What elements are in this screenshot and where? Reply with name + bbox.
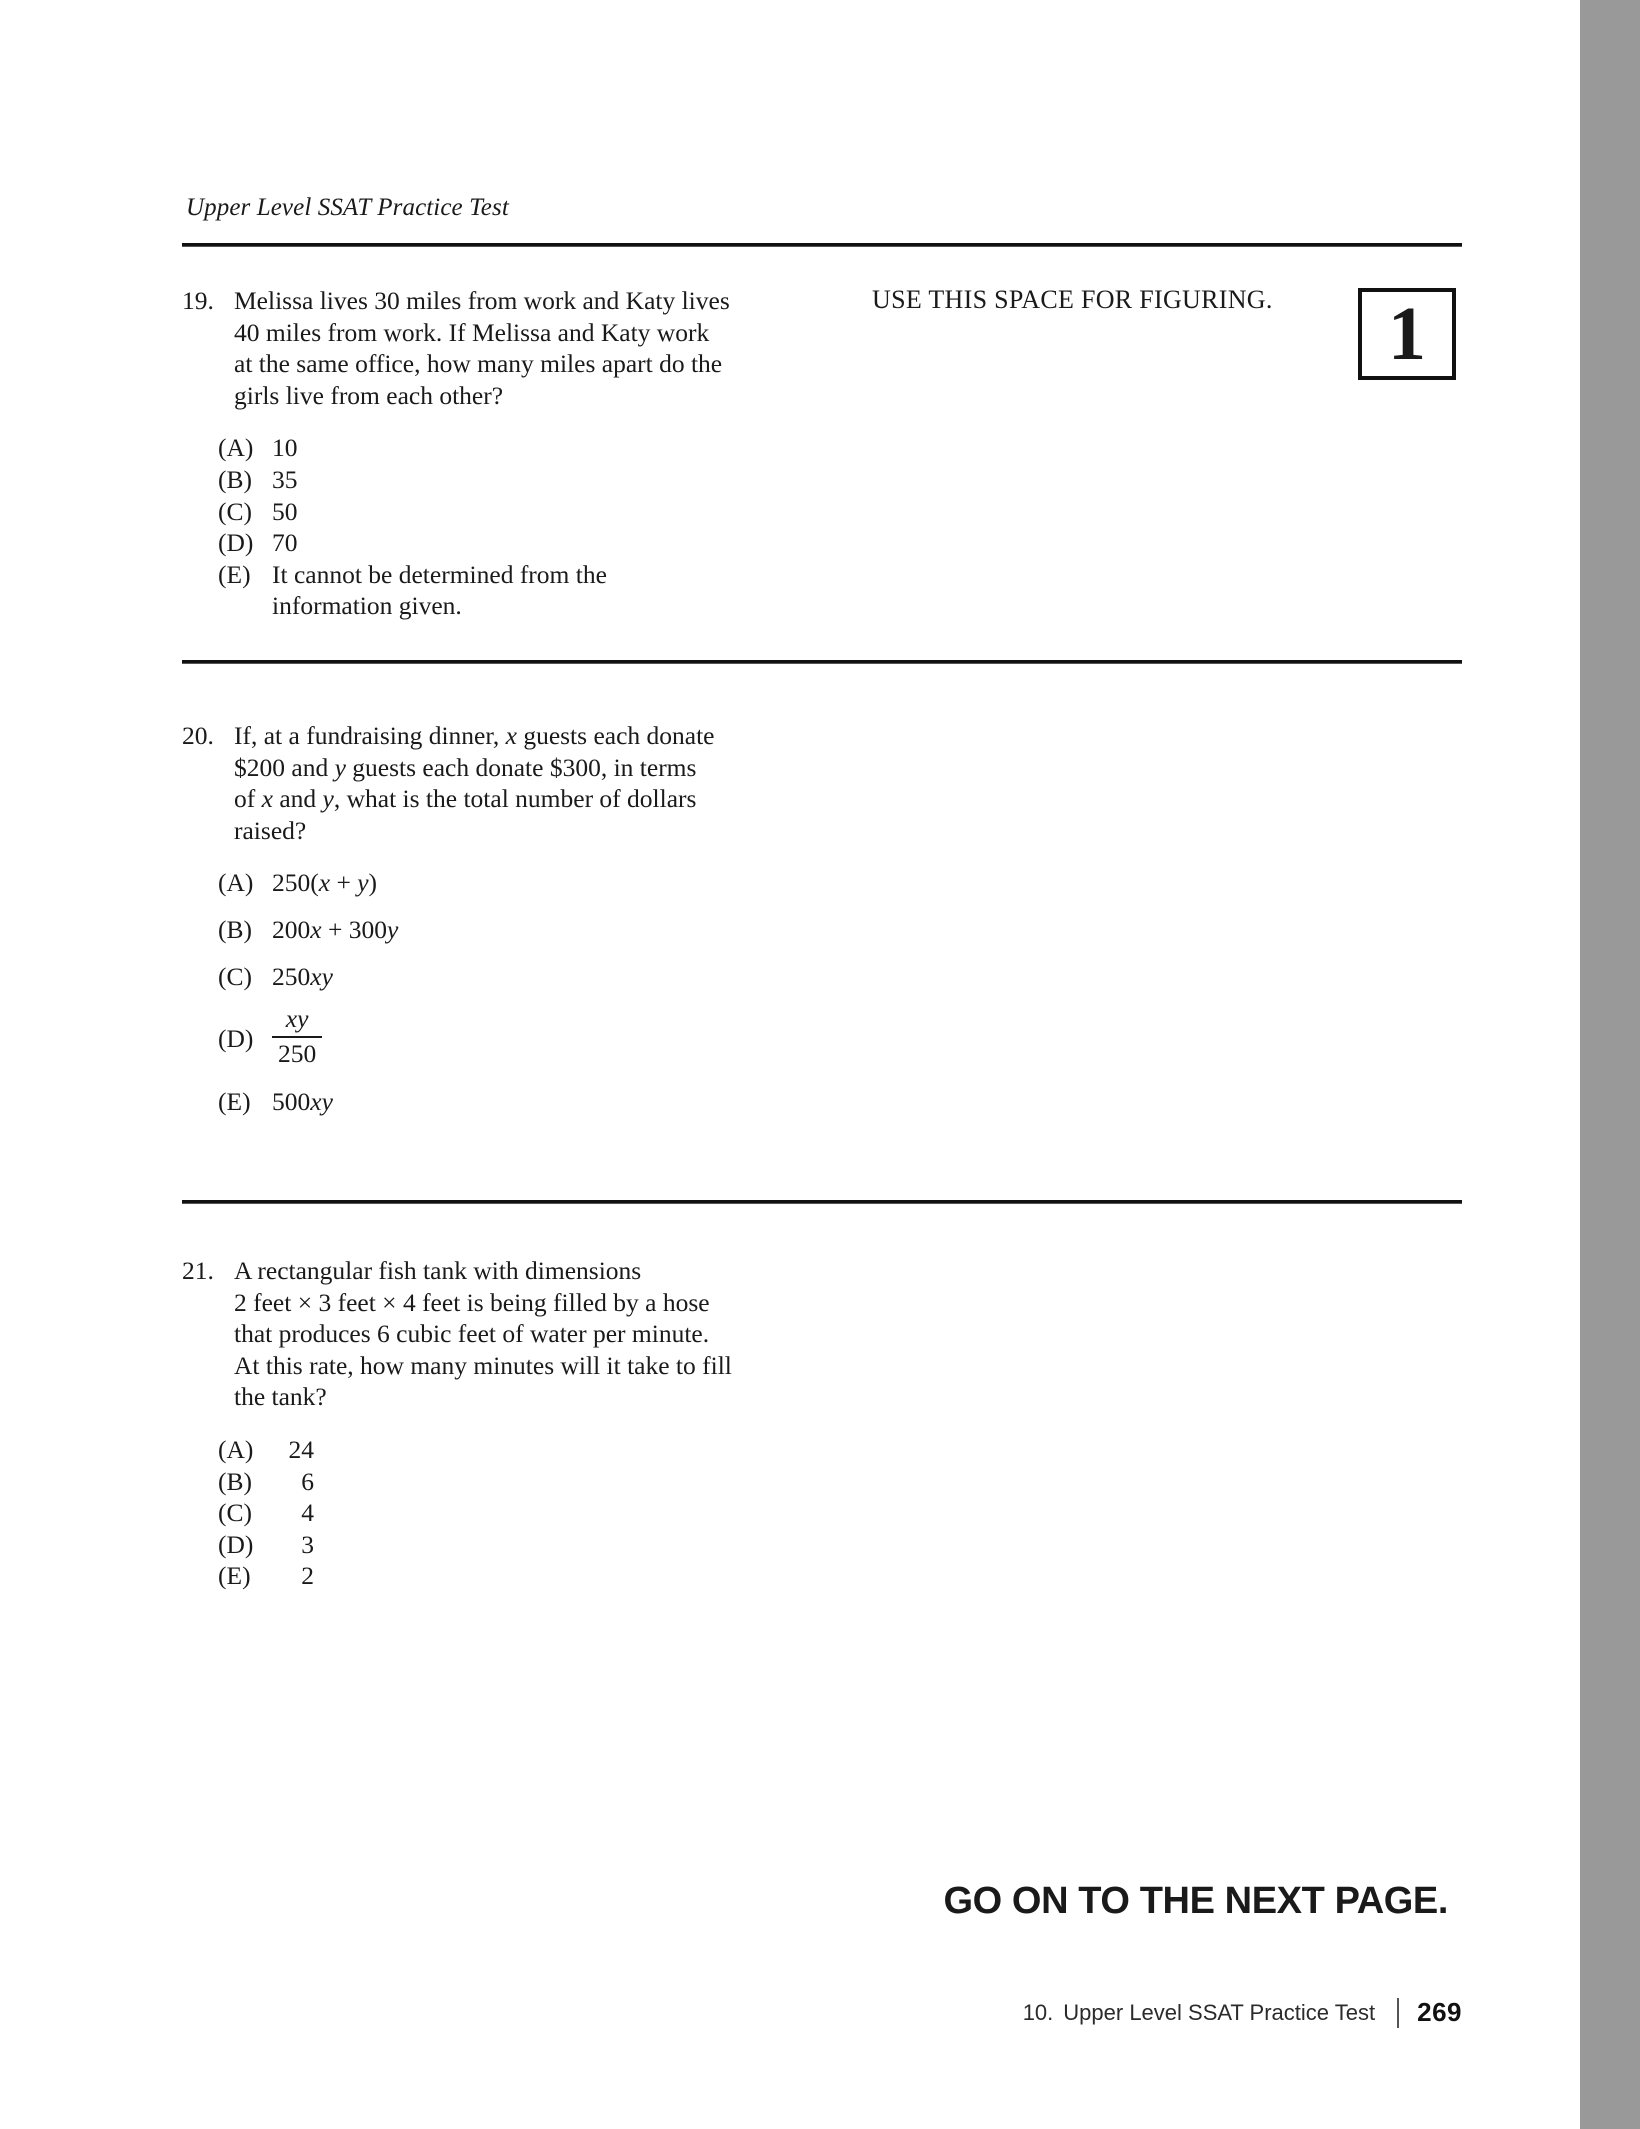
choice-text-fraction [272, 1004, 322, 1071]
question-number: 19. [182, 286, 214, 315]
choice-text [272, 1560, 314, 1592]
choice-text: 70 [272, 528, 298, 558]
page-number: 269 [1417, 1997, 1462, 2027]
question-21 [182, 1255, 822, 1592]
choice-letter: (D) [218, 1024, 254, 1054]
choice-text: 35 [272, 464, 298, 494]
choice-text-line: It cannot be determined from the [272, 559, 607, 589]
choice-letter: (D) [218, 528, 254, 558]
choice-text-line: information given. [272, 591, 462, 621]
answer-choice[interactable] [218, 464, 822, 496]
choice-letter: (B) [218, 1466, 252, 1496]
choice-text [272, 559, 607, 622]
answer-choice[interactable] [218, 432, 822, 464]
footer-divider [1397, 1998, 1399, 2028]
page-edge-gray-band [1580, 0, 1640, 2129]
choice-letter: (C) [218, 1498, 252, 1528]
choice-letter: (E) [218, 1087, 251, 1117]
fraction-bar [272, 1036, 322, 1038]
question-separator-rule [182, 660, 1462, 664]
header-rule [182, 243, 1462, 247]
choice-text: 200x + 300y [272, 914, 399, 944]
choice-text: 250(x + y) [272, 868, 378, 898]
footer-title: Upper Level SSAT Practice Test [1063, 1999, 1376, 2025]
choice-text [272, 1529, 314, 1561]
choice-letter: (B) [218, 464, 252, 494]
answer-choice[interactable] [218, 1466, 822, 1498]
answer-choice[interactable] [218, 961, 822, 993]
answer-choice[interactable] [218, 559, 822, 622]
question-separator-rule [182, 1200, 1462, 1204]
choice-text: 500xy [272, 1087, 333, 1117]
question-20 [182, 720, 822, 1118]
choice-letter: (C) [218, 961, 252, 991]
choice-letter: (A) [218, 868, 254, 898]
footer-chapter-number: 10. [1022, 1999, 1054, 2025]
choice-letter: (D) [218, 1529, 254, 1559]
answer-choice[interactable] [218, 867, 822, 899]
stem-line: If, at a fundraising dinner, x guests each donate [234, 721, 715, 750]
answer-choice[interactable] [218, 1004, 822, 1071]
answer-choice[interactable] [218, 1086, 822, 1118]
choice-letter: (C) [218, 496, 252, 526]
choice-text [272, 1497, 314, 1529]
question-stem-row [182, 1255, 822, 1413]
stem-line: the tank? [234, 1382, 327, 1412]
stem-line: A rectangular fish tank with dimensions [234, 1256, 642, 1285]
choice-value: 2 [301, 1561, 314, 1591]
question-stem [234, 285, 822, 411]
fraction [272, 1005, 322, 1068]
stem-line: of x and y, what is the total number of dollars [234, 784, 697, 814]
stem-line: raised? [234, 815, 307, 845]
answer-choices [182, 432, 822, 622]
answer-choice[interactable] [218, 1497, 822, 1529]
choice-value: 24 [288, 1434, 314, 1464]
stem-line: $200 and y guests each donate $300, in terms [234, 752, 697, 782]
choice-letter: (B) [218, 914, 252, 944]
section-number-box [1358, 288, 1456, 380]
question-number: 21. [182, 1256, 214, 1285]
stem-line: 2 feet × 3 feet × 4 feet is being filled by a hose [234, 1287, 710, 1317]
choice-value: 6 [301, 1466, 314, 1496]
choice-letter: (A) [218, 433, 254, 463]
choice-letter: (A) [218, 1434, 254, 1464]
answer-choice[interactable] [218, 1434, 822, 1466]
question-stem [234, 1255, 822, 1413]
choice-text: 50 [272, 496, 298, 526]
answer-choices [182, 867, 822, 1118]
stem-line: 40 miles from work. If Melissa and Katy work [234, 317, 710, 347]
question-stem-row [182, 720, 822, 846]
question-stem [234, 720, 822, 846]
stem-line: girls live from each other? [234, 380, 504, 410]
answer-choice[interactable] [218, 1529, 822, 1561]
choice-value: 4 [301, 1498, 314, 1528]
choice-text: 10 [272, 433, 298, 463]
answer-choices [182, 1434, 822, 1592]
section-number: 1 [1388, 292, 1426, 376]
stem-line: that produces 6 cubic feet of water per minute. [234, 1319, 710, 1349]
go-on-notice: GO ON TO THE NEXT PAGE. [943, 1880, 1448, 1922]
fraction-denominator: 250 [278, 1038, 317, 1068]
answer-choice[interactable] [218, 914, 822, 946]
answer-choice[interactable] [218, 496, 822, 528]
choice-text: 250xy [272, 961, 333, 991]
stem-line: Melissa lives 30 miles from work and Katy lives [234, 286, 730, 315]
page-footer [1023, 1997, 1462, 2028]
question-number: 20. [182, 721, 214, 750]
choice-letter: (E) [218, 559, 251, 589]
choice-value: 3 [301, 1529, 314, 1559]
stem-line: At this rate, how many minutes will it take to fill [234, 1350, 732, 1380]
question-19 [182, 285, 822, 622]
running-head: Upper Level SSAT Practice Test [186, 194, 509, 221]
answer-choice[interactable] [218, 1560, 822, 1592]
figuring-space-label: USE THIS SPACE FOR FIGURING. [872, 285, 1273, 314]
answer-choice[interactable] [218, 527, 822, 559]
choice-text [272, 1434, 314, 1466]
fraction-numerator: xy [285, 1004, 309, 1034]
question-stem-row [182, 285, 822, 411]
choice-letter: (E) [218, 1561, 251, 1591]
stem-line: at the same office, how many miles apart do the [234, 349, 723, 379]
choice-text [272, 1466, 314, 1498]
